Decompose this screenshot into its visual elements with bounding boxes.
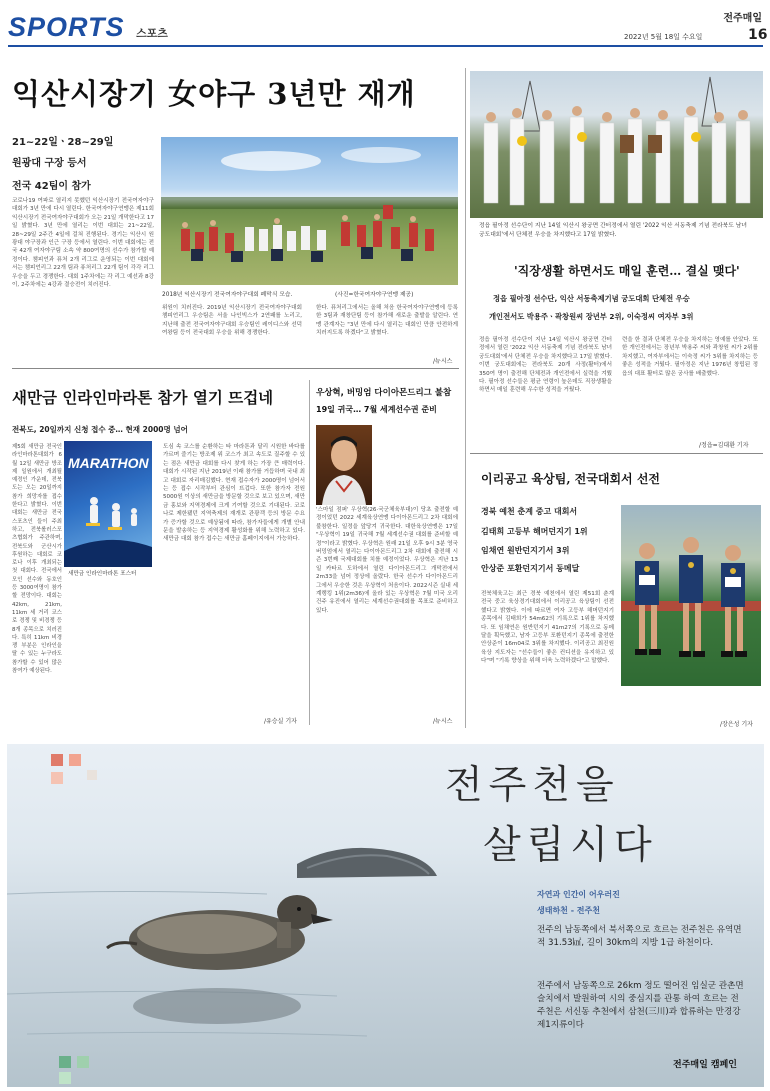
- iri-deck-3: 임채연 원반던지기서 3위: [481, 546, 570, 555]
- campaign-title-line2: 살립시다: [483, 823, 658, 868]
- marathon-byline: /유승실 기자: [264, 718, 297, 725]
- marathon-body-col2: 도심 속 코스를 순환하는 타 마라톤과 달리 시원한 바다를 가르며 즐기는 방조제 위 코스가 최고 속도로 질주할 수 있는 점은 새만금 대회를 다시 찾게 하는 가장 큰 매력이다. 대회가 시작된 지난 2019년 이래 참가를 거듭하며 국내 최고 대회로 자리매김했다. 현재 접수자가 2000명이 넘어서는 등 접수 시작부터 관심이 뜨겁다. 또한 참가자 전원 5000원 이상의 새만금을 방문할 것으로 보고 있으며, 새만금 홍보와 지역경제에 크게 기여할 것으로 기대된다. 코로나로 제한됐던 지역축제의 재개로 관광객 등의 방문 수요가 증가할 것으로 예상됨에 따라, 참가자들에게 개별 안내문을 발송하는 등 지역경제 활성화를 위해 노력하고 있다. 새만금 대회 참가 접수는 새만금 홈페이지에서 가능하다.: [163, 444, 305, 543]
- archery-photo-caption: 정읍 필아정 선수단이 지난 14일 익산시 왕궁면 간터정에서 열린 '2022 익산 서동축제 기념 전라북도 남녀 궁도대회'에서 단체전 우승을 차지했다고 17일 밝혔다.: [479, 223, 747, 238]
- masthead: [0, 0, 770, 50]
- campaign-ad: [7, 744, 764, 1087]
- iri-headline: 이리공고 육상팀, 전국대회서 선전: [481, 472, 661, 486]
- section-title-en: SPORTS: [8, 12, 125, 42]
- divider-archery: [470, 453, 763, 454]
- campaign-subtitle-1: 자연과 인간이 어우러진: [537, 890, 620, 899]
- duck-landscape-illustration: [7, 744, 764, 1087]
- team-group-illustration: [161, 137, 458, 285]
- archery-deck-2: 개인전서도 박용주ㆍ곽창원씨 장년부 2위, 이숙정씨 여자부 3위: [489, 312, 694, 321]
- athletes-photo: [621, 505, 761, 686]
- lead-deck-3: 전국 42팀이 참가: [12, 181, 91, 192]
- marathon-body-col1a: 제5회 새만금 전국인라인마라톤대회가 6월 12일 새만금 방조제 일원에서 개최될 예정인 가운데, 전북도는 오는 20일까지 참가 희망자를 접수한다고 밝혔다. 이번 대회는 새만금 전국 스포츠인 들이 주최하고, 전북롤러스포츠협회가 주관하며, 전북도와 군산시가 후원하는 대회로 코로나 이후 개최되는 첫 대회다. 전국에서 모인 선수와 동호인 등 3000여명이 참가할 전망이다. 대회는 42km, 21km, 11km 세 거리 코스로 경쟁 및 비경쟁 등 8개 종목으로 치러진다. 특히 11km 비경쟁 부분은 인라인을 탈 수 있는 누구라도 참가할 수 있어 많은 참여가 예상된다.: [12, 444, 62, 675]
- baseball-team-photo: [161, 137, 458, 285]
- archery-deck-1: 정읍 필아정 선수단, 익산 서동축제기념 궁도대회 단체전 우승: [493, 294, 690, 303]
- iri-deck-1: 경북 예천 춘계 중고 대회서: [481, 507, 578, 516]
- iri-body: 전북체육고는 최근 경북 예천에서 열린 제51회 춘계 전국 중고 육상경기대회에서 이리공고 육상팀이 선전했다고 밝혔다. 이에 따르면 여자 고등부 해머던지기 종목에서 김태희가 54m62의 기록으로 1위를 차지했다. 또 임채연은 원반던지기 41m27의 기록으로 동메달을 획득했고, 남자 고등부 포환던지기 종목에 출전한 안상준이 16m04로 3위를 차지했다. 이리공고 최진원 육상 지도자는 "선수들이 좋은 컨디션을 유지하고 있다"며 "기록 향상을 위해 더욱 노력하겠다"고 말했다.: [481, 591, 614, 665]
- section-title-ko: 스포츠: [136, 27, 168, 40]
- archery-body-col1: 정읍 필아정 선수단이 지난 14일 익산시 왕궁면 간터정에서 열린 '2022 익산 서동축제 기념 전라북도 남녀 궁도대회'에서 단체전 우승을 차지했다고 17일 밝혔다. 이번 궁도대회에는 전라북도 20개 사정(활터)에서 350여 명이 출전해 단체전과 개인전에서 실력을 겨뤘다. 필아정 선수들은 평균 연령이 높은데도 직장생활을 하면서 매일 훈련해 우수한 성적을 거뒀다.: [479, 337, 612, 394]
- woo-portrait-photo: [316, 425, 372, 505]
- medalists-illustration: [621, 505, 761, 686]
- campaign-title-line1: 전주천을: [445, 763, 620, 808]
- archery-team-photo: [470, 71, 763, 218]
- archery-byline: /정읍=김대환 기자: [699, 442, 749, 449]
- issue-date: 2022년 5월 18일 수요일: [624, 33, 703, 41]
- paper-name: 전주매일: [723, 13, 762, 24]
- lead-body-col3: 한다. 퓨처리그에서는 올해 처음 한국여자야구연맹에 등록한 3팀과 재창단팀 등이 참가해 새로운 출발을 알린다. 연맹 관계자는 "3년 만에 다시 열리는 대회인 만큼 안전하게 치러지도록 하겠다"고 밝혔다.: [316, 305, 458, 337]
- campaign-paragraph-2: 전주에서 남동쪽으로 26km 정도 떨어진 임실군 관촌면 슬치에서 발원하여 시의 중심지를 관통 하여 흐르는 전주천은 서신동 추천에서 삼천(三川)과 합류하는 만경강 제1지류이다: [537, 981, 744, 1030]
- iri-deck-4: 안상준 포환던지기서 동메달: [481, 564, 580, 573]
- marathon-poster: [64, 441, 152, 567]
- marathon-deck: 전북도, 20일까지 신청 접수 중… 현재 2000명 넘어: [12, 425, 188, 434]
- marathon-headline: 새만금 인라인마라톤 참가 열기 뜨겁네: [12, 388, 274, 407]
- lead-byline: /뉴시스: [433, 358, 453, 365]
- divider-lead: [12, 368, 459, 369]
- lead-body-col2: 위원이 치러진다. 2019년 익산시장기 전국여자야구대회 챔피언리그 우승팀은 서울 나인빅스가 2연패를 노리고, 지난해 출전 전국여자야구대회 우승팀인 레이디스와 선덕여왕팀 등이 전국대회 우승을 위해 경쟁한다.: [162, 305, 302, 337]
- archery-headline: '직장생활 하면서도 매일 훈련… 결실 맺다': [514, 264, 740, 278]
- archery-body-col2: 련을 한 결과 단체전 우승을 차지하는 영예를 안았다. 또한 개인전에서는 장년부 박용주 씨와 곽창원 씨가 2위를 차지했고, 여자부에서는 이숙정 씨가 3위를 차지하는 등 좋은 성적을 거뒀다. 필아정은 지난 1976년 창립된 정읍의 대표 활터로 많은 궁사를 배출했다.: [622, 337, 758, 377]
- archers-illustration: [470, 71, 763, 218]
- campaign-subtitle-2: 생태하천 - 전주천: [537, 906, 600, 915]
- iri-byline: /장은성 기자: [720, 721, 753, 728]
- iri-deck-2: 김태희 고등부 해머던지기 1위: [481, 527, 588, 536]
- woo-body: '스마일 점퍼' 우상혁(26·국군체육부대)이 당초 출전할 예정이었던 2022 세계육상연맹 다이아몬드리그 2차 대회에 불참한다. 일정을 앞당겨 귀국한다. 대한육상연맹은 17일 "우상혁이 19일 귀국해 7월 세계선수권 대회를 준비할 예정"이라고 밝혔다. 우상혁은 원래 21일 오후 9시 3분 영국 버밍엄에서 열리는 다이아몬드리그 2차 대회에 출전해 시즌 3번째 국제대회를 치를 예정이었다. 우상혁은 지난 13일 카타르 도하에서 열린 다이아몬드리그 개막전에서 2m33을 넘어 정상에 올랐다. 한국 선수가 다이아몬드리그에서 우승한 것은 우상혁이 처음이다. 2022시즌 실내 세계랭킹 1위(2m36)에 올라 있는 우상혁은 7월 미국 오리건주 유진에서 열리는 세계선수권대회를 목표로 준비하고 있다.: [316, 507, 458, 614]
- lead-body-col1: 코로나19 여파로 열리지 못했던 익산시장기 전국여자야구대회가 3년 만에 다시 열린다. 한국여자야구연맹은 제11회 익산시장기 전국여자야구대회가 오는 21일 개막한다고 17일 밝혔다. 3년 만에 열리는 이번 대회는 21~22일, 28~29일 2주간 4일에 걸쳐 진행된다. 경기는 익산시 원광대 야구장과 인근 구장 등에서 열린다. 이번 대회에는 전국 42개 여자야구팀 소속 약 800여명의 선수가 참가할 예정이다. 챔피언과 퓨처 2개 리그로 운영되는 이번 대회에서는 챔피언리그 22개 팀과 퓨처리그 22개 팀이 각각 리그 우승을 두고 경쟁한다. 대회 1주차에는 각 리그 예선과 8강이, 2주차에는 4강과 결승전이 치러진다.: [12, 198, 155, 289]
- lead-headline: 익산시장기 女야구 3년만 재개: [12, 77, 416, 111]
- column-divider: [309, 380, 310, 725]
- marathon-poster-caption: 새만금 인라인마라톤 포스터: [68, 571, 137, 577]
- lead-photo-credit: (사진=한국여자야구연맹 제공): [335, 292, 414, 298]
- athlete-portrait: [316, 425, 372, 505]
- campaign-paragraph-1: 전주의 남동쪽에서 북서쪽으로 흐르는 전주천은 유역면적 31.53㎢, 길이 30km의 지방 1급 하천이다.: [537, 925, 742, 948]
- woo-byline: /뉴시스: [433, 718, 453, 725]
- right-column-divider: [465, 68, 466, 728]
- skaters-illustration: [64, 481, 152, 567]
- lead-deck-2: 원광대 구장 등서: [12, 158, 87, 169]
- poster-title: MARATHON: [68, 455, 149, 471]
- page-number: 16: [748, 27, 768, 43]
- woo-deck: 19일 귀국… 7월 세계선수권 준비: [316, 405, 437, 414]
- campaign-sponsor: 전주매일 캠페인: [673, 1060, 737, 1070]
- lead-deck-1: 21~22일ㆍ28~29일: [12, 137, 114, 148]
- masthead-rule: [8, 45, 763, 47]
- lead-photo-caption: 2018년 익산시장기 전국여자야구대회 폐막식 모습.: [162, 292, 293, 298]
- woo-headline: 우상혁, 버밍엄 다이아몬드리그 불참: [316, 388, 452, 398]
